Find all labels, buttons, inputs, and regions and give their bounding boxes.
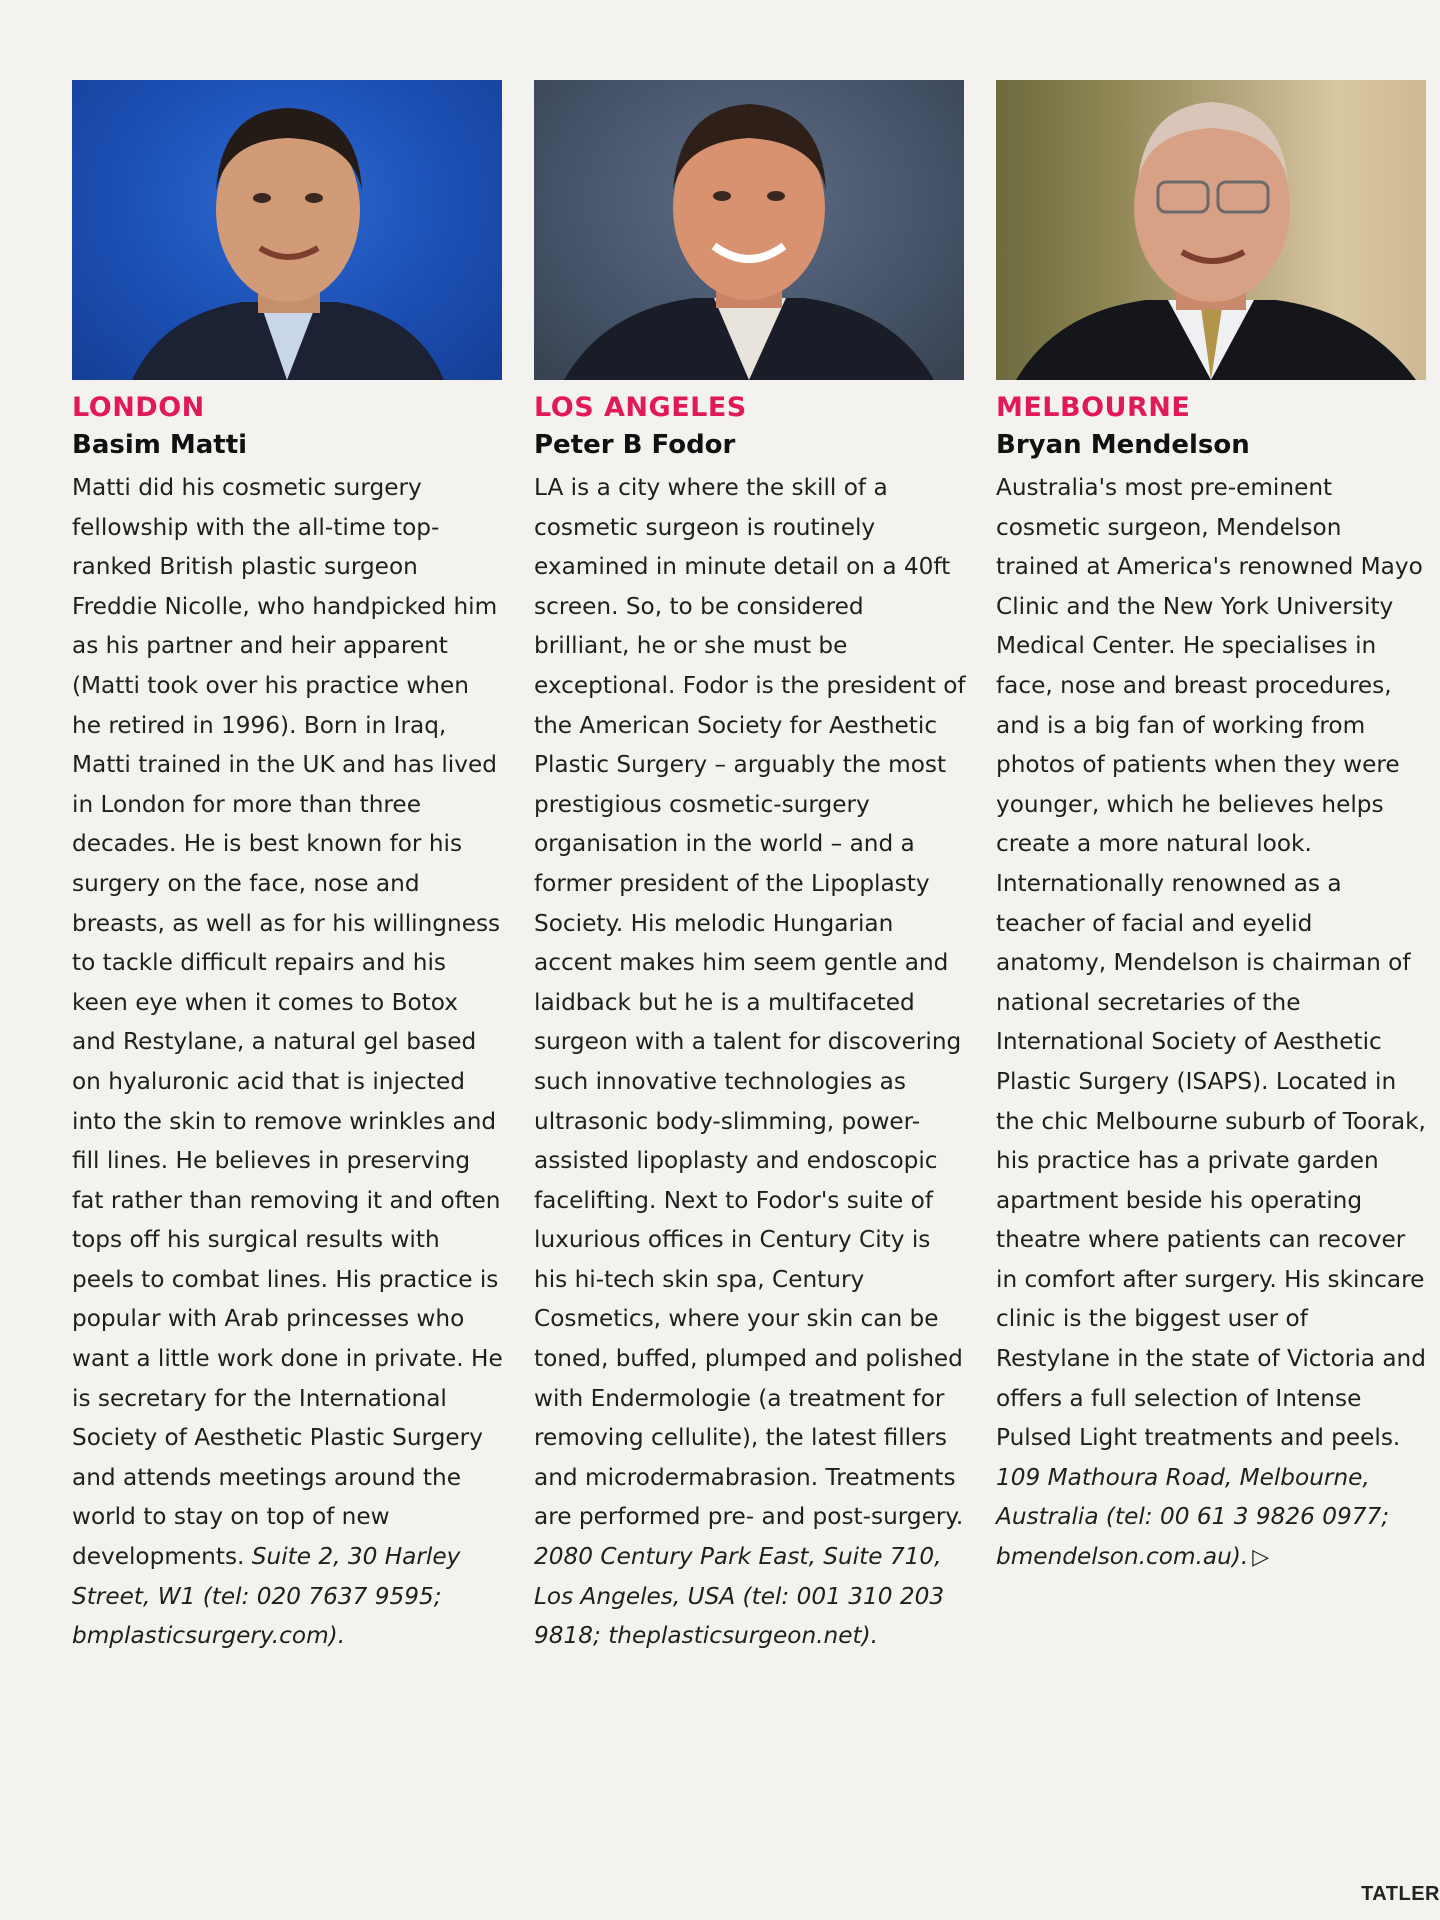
portrait-illustration xyxy=(72,80,502,380)
portrait-illustration xyxy=(534,80,964,380)
portrait-illustration xyxy=(996,80,1426,380)
bio-text: Australia's most pre-eminent cosmetic surgeon, Mendelson trained at America's renowned Mayo Clinic and the New York University Medical Center. He specialises in face, nose and breast procedures, and is a big fan of working from photos of patients when they were younger, which he believes helps create a more natural look. Internationally renowned as a teacher of facial and eyelid anatomy, Mendelson is chairman of national secretaries of the International Society of Aesthetic Plastic Surgery (ISAPS). Located in the chic Melbourne suburb of Toorak, his practice has a private garden apartment beside his operating theatre where patients can recover in comfort after surgery. His skincare clinic is the biggest user of Restylane in the state of Victoria and offers a full selection of Intense Pulsed Light treatments and peels. xyxy=(996,474,1426,1452)
practice-address: 2080 Century Park East, Suite 710, Los Angeles, USA (tel: 001 310 203 9818; theplasticsurgeon.net). xyxy=(534,1543,945,1650)
city-heading: LONDON xyxy=(72,392,205,423)
city-heading: MELBOURNE xyxy=(996,392,1191,423)
surgeon-name: Peter B Fodor xyxy=(534,430,736,460)
portrait-photo-bryan-mendelson xyxy=(996,80,1426,380)
portrait-photo-peter-b-fodor xyxy=(534,80,964,380)
bio-text: Matti did his cosmetic surgery fellowship with the all-time top-ranked British plastic surgeon Freddie Nicolle, who handpicked him as his partner and heir apparent (Matti took over his practice when he retired in 1996). Born in Iraq, Matti trained in the UK and has lived in London for more than three decades. He is best known for his surgery on the face, nose and breasts, as well as for his willingness to tackle difficult repairs and his keen eye when it comes to Botox and Restylane, a natural gel based on hyaluronic acid that is injected into the skin to remove wrinkles and fill lines. He believes in preserving fat rather than removing it and often tops off his surgical results with peels to combat lines. His practice is popular with Arab princesses who want a little work done in private. He is secretary for the International Society of Aesthetic Plastic Surgery and attends meetings around the world to stay on top of new developments. xyxy=(72,474,503,1571)
profile-los-angeles xyxy=(534,80,966,1656)
surgeon-bio xyxy=(996,468,1428,1578)
continue-arrow-icon: ▷ xyxy=(1252,1545,1270,1571)
city-heading: LOS ANGELES xyxy=(534,392,747,423)
surgeon-bio xyxy=(534,468,966,1656)
surgeon-bio xyxy=(72,468,504,1656)
profile-london xyxy=(72,80,504,1656)
surgeon-name: Bryan Mendelson xyxy=(996,430,1250,460)
surgeon-name: Basim Matti xyxy=(72,430,248,460)
bio-text: LA is a city where the skill of a cosmetic surgeon is routinely examined in minute detail on a 40ft screen. So, to be considered brilliant, he or she must be exceptional. Fodor is the president of the American Society for Aesthetic Plastic Surgery – arguably the most prestigious cosmetic-surgery organisation in the world – and a former president of the Lipoplasty Society. His melodic Hungarian accent makes him seem gentle and laidback but he is a multifaceted surgeon with a talent for discovering such innovative technologies as ultrasonic body-slimming, power-assisted lipoplasty and endoscopic facelifting. Next to Fodor's suite of luxurious offices in Century City is his hi-tech skin spa, Century Cosmetics, where your skin can be toned, buffed, plumped and polished with Endermologie (a treatment for removing cellulite), the latest fillers and microdermabrasion. Treatments are performed pre- and post-surgery. xyxy=(534,474,966,1531)
profile-melbourne xyxy=(996,80,1428,1578)
magazine-footer: TATLER xyxy=(1361,1883,1440,1905)
portrait-photo-basim-matti xyxy=(72,80,502,380)
practice-address: Suite 2, 30 Harley Street, W1 (tel: 020 7637 9595; bmplasticsurgery.com). xyxy=(72,1543,461,1650)
practice-address: 109 Mathoura Road, Melbourne, Australia (tel: 00 61 3 9826 0977; bmendelson.com.au). xyxy=(996,1463,1390,1571)
